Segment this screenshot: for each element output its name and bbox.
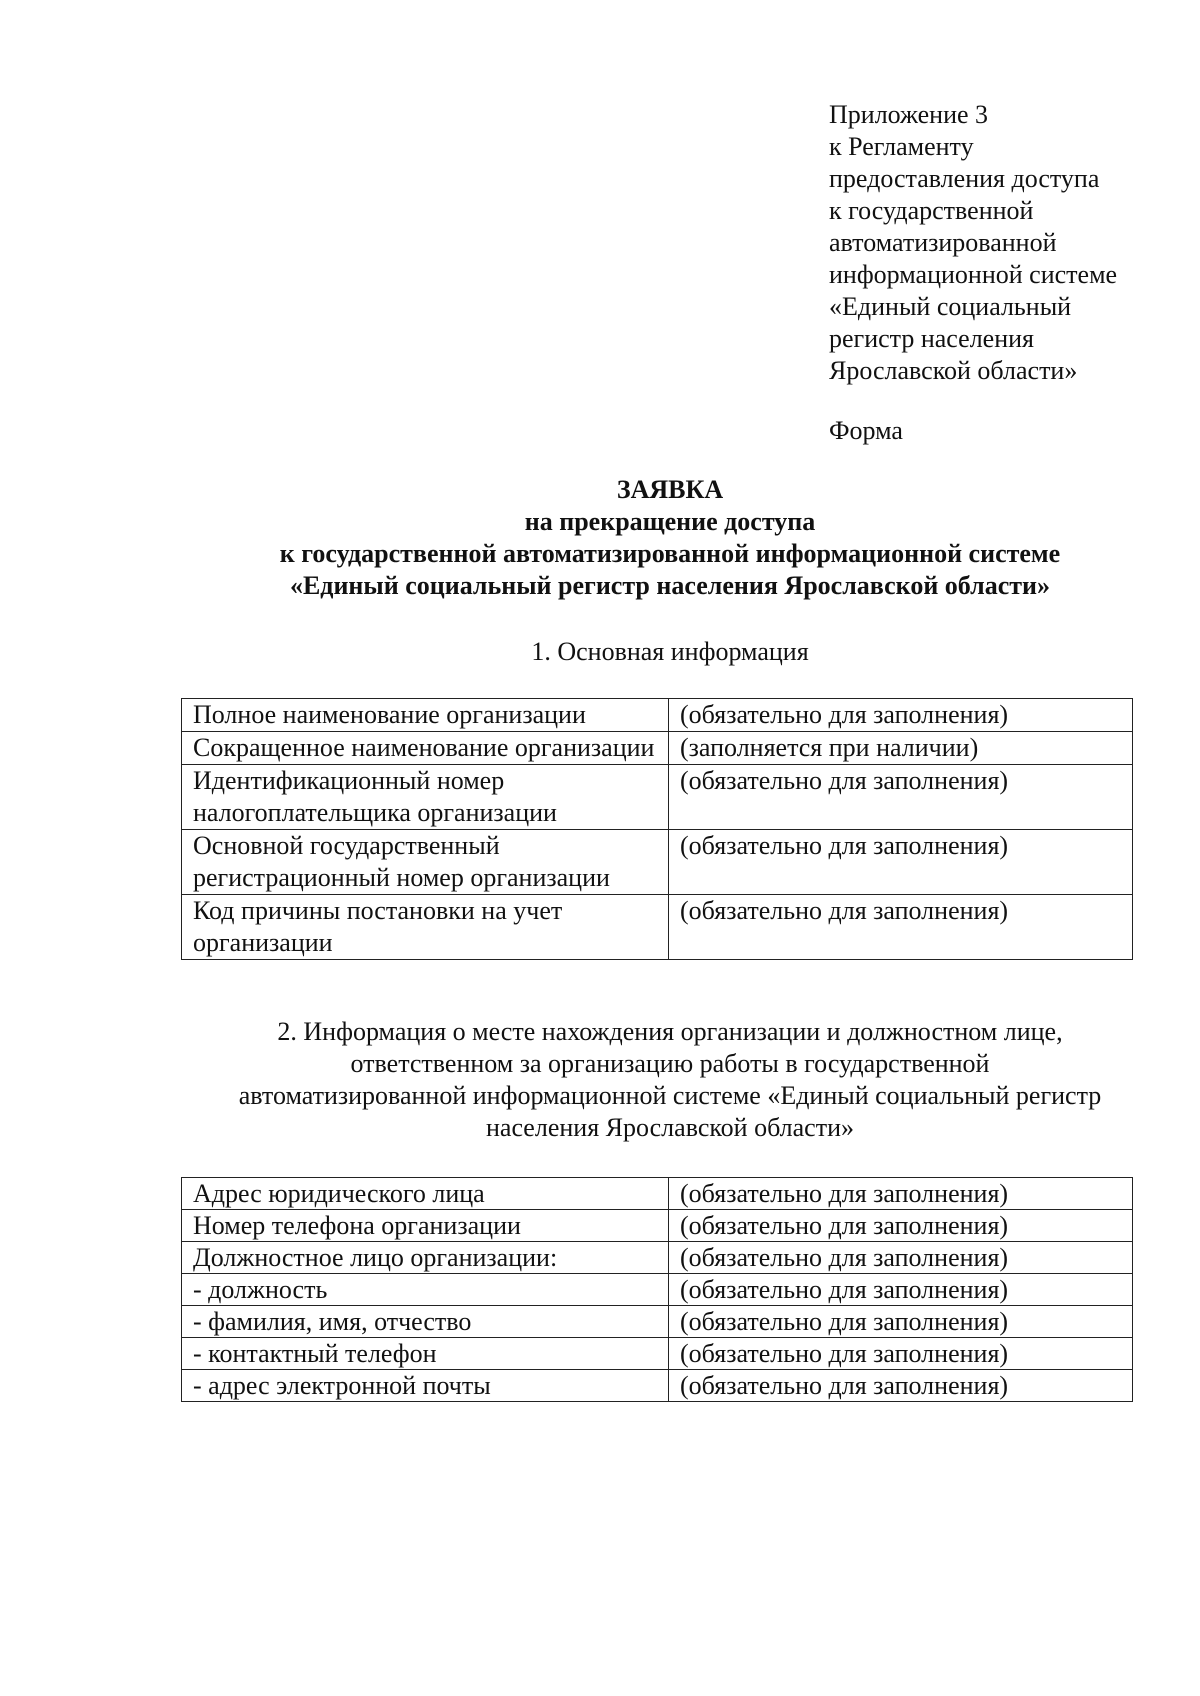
field-value: (обязательно для заполнения)	[669, 1210, 1133, 1242]
table-row	[182, 699, 1133, 732]
section2-title-line: населения Ярославской области»	[486, 1113, 854, 1142]
title-line: «Единый социальный регистр населения Ярославской области»	[289, 571, 1051, 600]
field-value: (обязательно для заполнения)	[669, 1370, 1133, 1402]
document-title	[0, 474, 1200, 602]
field-label: Адрес юридического лица	[182, 1178, 669, 1210]
table-row	[182, 1178, 1133, 1210]
section2-title-line: 2. Информация о месте нахождения организации и должностном лице,	[277, 1017, 1063, 1046]
appendix-line: информационной системе	[829, 260, 1118, 289]
appendix-line: автоматизированной	[829, 228, 1057, 257]
table-row	[182, 1306, 1133, 1338]
table-row	[182, 1242, 1133, 1274]
table-row	[182, 765, 1133, 830]
location-contact-table	[181, 1177, 1133, 1402]
appendix-line: предоставления доступа	[829, 164, 1100, 193]
field-label: - фамилия, имя, отчество	[182, 1306, 669, 1338]
field-label: Номер телефона организации	[182, 1210, 669, 1242]
field-label: - должность	[182, 1274, 669, 1306]
field-value: (обязательно для заполнения)	[669, 1178, 1133, 1210]
field-value: (обязательно для заполнения)	[669, 1242, 1133, 1274]
section1-title	[0, 636, 1200, 668]
appendix-line: регистр населения	[829, 324, 1034, 353]
table-row	[182, 1210, 1133, 1242]
field-value: (обязательно для заполнения)	[669, 699, 1133, 732]
field-label: - адрес электронной почты	[182, 1370, 669, 1402]
table-row	[182, 1274, 1133, 1306]
section2-title-line: автоматизированной информационной системе «Единый социальный регистр	[238, 1081, 1102, 1110]
table-row	[182, 732, 1133, 765]
table-row	[182, 830, 1133, 895]
field-label: Полное наименование организации	[182, 699, 669, 732]
field-value: (заполняется при наличии)	[669, 732, 1133, 765]
field-label: Основной государственный регистрационный номер организации	[182, 830, 669, 895]
main-info-table	[181, 698, 1133, 960]
field-label: Идентификационный номер налогоплательщика организации	[182, 765, 669, 830]
appendix-line: к государственной	[829, 196, 1034, 225]
title-line: на прекращение доступа	[524, 507, 816, 536]
section2-title	[0, 1016, 1200, 1144]
field-label: Должностное лицо организации:	[182, 1242, 669, 1274]
form-label: Форма	[829, 416, 903, 445]
field-value: (обязательно для заполнения)	[669, 895, 1133, 960]
field-value: (обязательно для заполнения)	[669, 765, 1133, 830]
appendix-line: Приложение 3	[829, 100, 989, 129]
appendix-line: к Регламенту	[829, 132, 974, 161]
table-row	[182, 895, 1133, 960]
field-value: (обязательно для заполнения)	[669, 830, 1133, 895]
field-label: Сокращенное наименование организации	[182, 732, 669, 765]
field-value: (обязательно для заполнения)	[669, 1338, 1133, 1370]
appendix-line: «Единый социальный	[829, 292, 1072, 321]
title-line: к государственной автоматизированной информационной системе	[279, 539, 1061, 568]
table-row	[182, 1370, 1133, 1402]
field-label: - контактный телефон	[182, 1338, 669, 1370]
appendix-note	[829, 99, 1169, 447]
section2-title-line: ответственном за организацию работы в государственной	[350, 1049, 990, 1078]
title-line: ЗАЯВКА	[616, 475, 724, 504]
field-value: (обязательно для заполнения)	[669, 1274, 1133, 1306]
table-row	[182, 1338, 1133, 1370]
field-value: (обязательно для заполнения)	[669, 1306, 1133, 1338]
field-label: Код причины постановки на учет организации	[182, 895, 669, 960]
section1-title-text: 1. Основная информация	[531, 637, 809, 666]
appendix-line: Ярославской области»	[829, 356, 1078, 385]
